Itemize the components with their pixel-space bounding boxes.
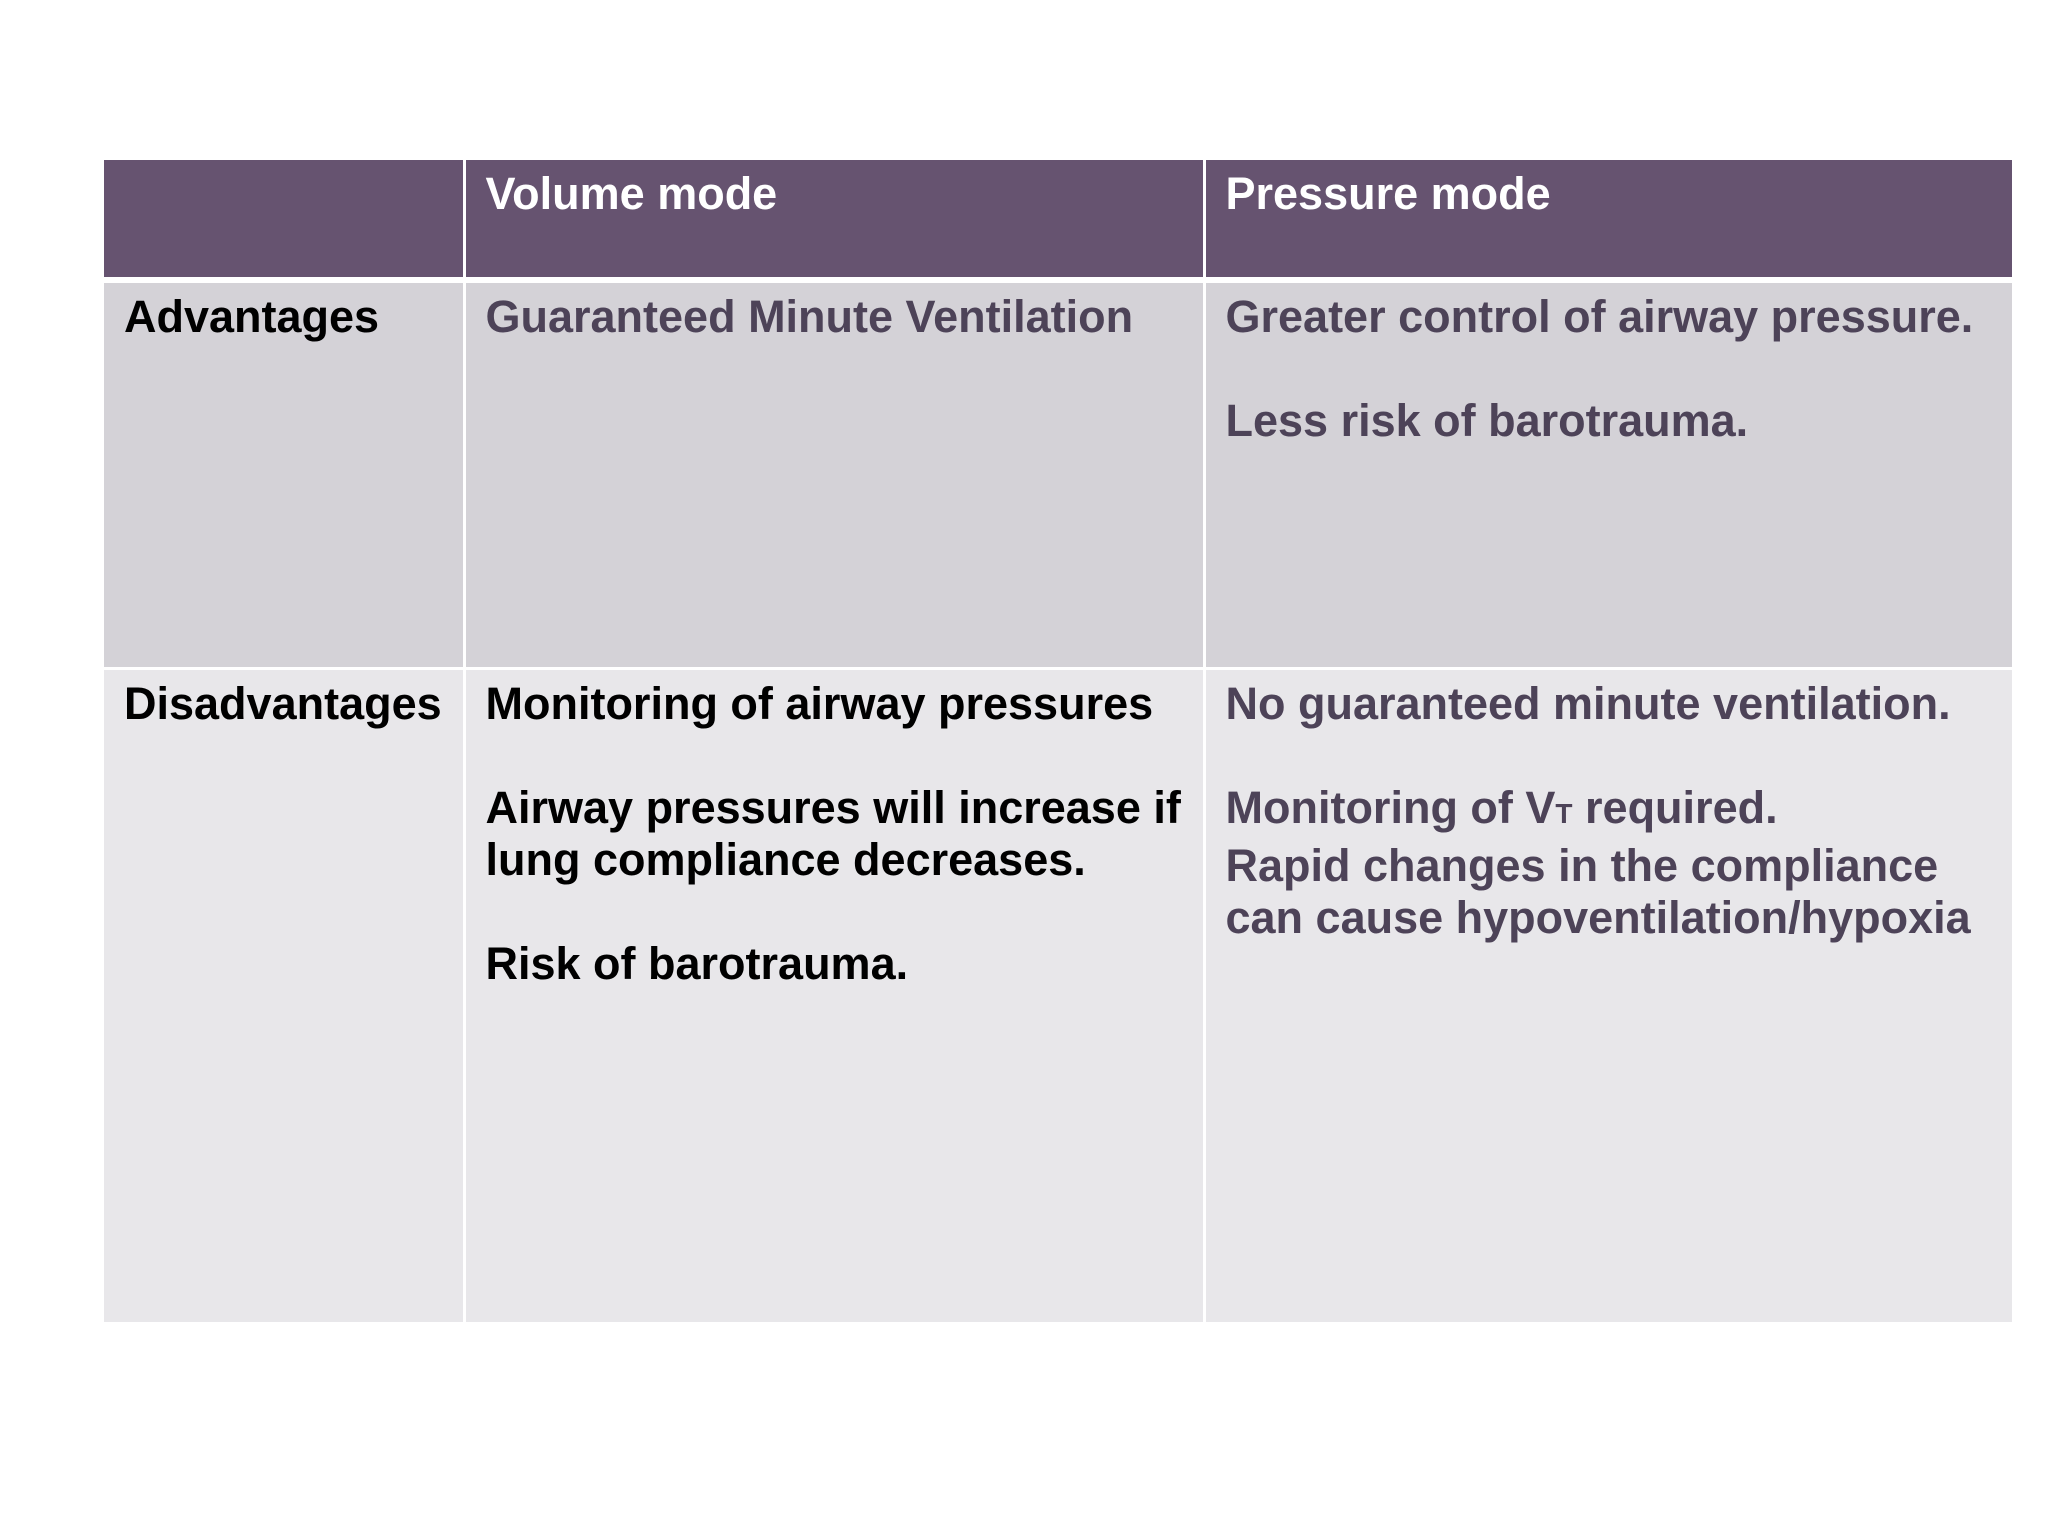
cell-advantages-pressure: [1204, 280, 2012, 668]
header-cell-volume-mode: Volume mode: [464, 160, 1204, 280]
cell-advantages-volume: [464, 280, 1204, 668]
table-row-advantages: [104, 280, 2012, 668]
cell-text: Rapid changes in the compliance can cause hypoventilation/hypoxia: [1225, 839, 1971, 943]
paragraph-gap: [1226, 343, 1993, 395]
paragraph-gap: [1226, 730, 1993, 782]
row-label-advantages: Advantages: [104, 280, 464, 668]
cell-disadvantages-volume: [464, 668, 1204, 1322]
cell-text: Less risk of barotrauma.: [1225, 395, 1749, 446]
paragraph-gap: [486, 730, 1183, 782]
text-suffix: required.: [1572, 781, 1778, 833]
paragraph-gap: [486, 886, 1183, 938]
cell-text: Monitoring of airway pressures: [485, 677, 1154, 729]
cell-text: Risk of barotrauma.: [485, 937, 909, 989]
subscript-t: T: [1555, 797, 1573, 829]
header-cell-empty: [104, 160, 464, 280]
cell-text: Guaranteed Minute Ventilation: [485, 291, 1134, 342]
header-cell-pressure-mode: Pressure mode: [1204, 160, 2012, 280]
cell-text-monitoring-vt: [1226, 782, 1993, 840]
table-row-disadvantages: [104, 668, 2012, 1322]
cell-text: Airway pressures will increase if lung compliance decreases.: [485, 781, 1181, 885]
cell-disadvantages-pressure: [1204, 668, 2012, 1322]
cell-text: No guaranteed minute ventilation.: [1225, 677, 1951, 729]
table-header-row: [104, 160, 2012, 280]
cell-text: Greater control of airway pressure.: [1225, 291, 1974, 342]
text-prefix: Monitoring of V: [1225, 781, 1556, 833]
comparison-table: [104, 160, 2012, 1322]
row-label-disadvantages: Disadvantages: [104, 668, 464, 1322]
